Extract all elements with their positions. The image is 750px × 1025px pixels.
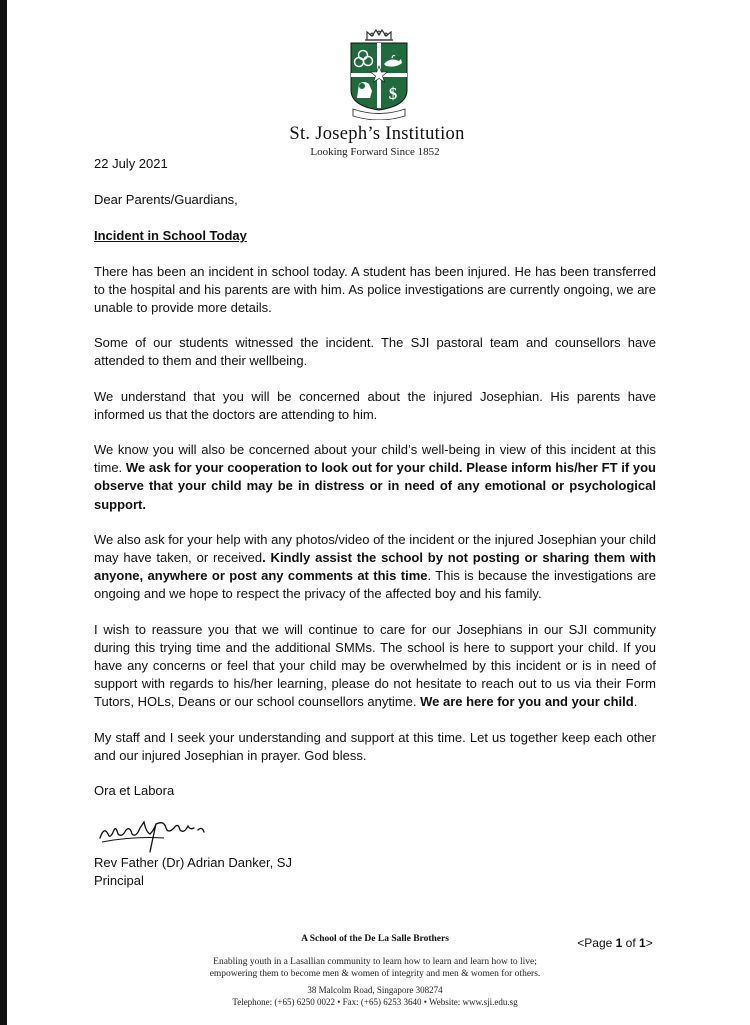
photos-request: . Kindly assist the school by not posting or sharing them with anyone, anywhere or post any comments at this time	[94, 550, 656, 584]
school-crest-logo	[343, 26, 415, 120]
signatory-title: Principal	[94, 873, 144, 889]
paragraph-prayer: My staff and I seek your understanding and support at this time. Let us together keep each other and our injured Josephian in prayer. God bless.	[94, 729, 656, 763]
page-current: 1	[615, 936, 623, 950]
footer-mission-line-2: empowering them to become men & women of integrity and men & women for others.	[209, 969, 541, 979]
page-total: 1	[639, 936, 646, 950]
page-number	[560, 936, 670, 950]
paragraph-reassurance	[94, 621, 656, 712]
footer-mission-line-1: Enabling youth in a Lasallian community to learn how to learn and learn how to live;	[213, 957, 537, 967]
paragraph-photos	[94, 531, 656, 604]
footer-address: 38 Malcolm Road, Singapore 308274	[307, 985, 443, 995]
paragraph-incident: There has been an incident in school today. A student has been injured. He has been transferred to the hospital and his parents are with him. As police investigations are currently ongoing, we are unable to provide more details.	[94, 263, 656, 316]
page-of: of	[622, 936, 640, 950]
wellbeing-text: We know you will also be concerned about your child’s well-being in view of this incident at this time.	[94, 442, 656, 476]
footer-contact: Telephone: (+65) 6250 0022 • Fax: (+65) 6253 3640 • Website: www.sji.edu.sg	[232, 997, 518, 1007]
letter-subject: Incident in School Today	[94, 228, 247, 244]
school-name: St. Joseph’s Institution	[289, 124, 465, 144]
page-prefix: <Page	[577, 936, 616, 950]
paragraph-injured-student: We understand that you will be concerned about the injured Josephian. His parents have informed us that the doctors are attending to him.	[94, 388, 656, 422]
letter-body	[94, 155, 656, 891]
handwritten-signature	[94, 808, 656, 854]
svg-text:$: $	[388, 84, 398, 103]
footer-organisation: A School of the De La Salle Brothers	[301, 934, 449, 944]
page-suffix: >	[645, 936, 653, 950]
reassurance-text: I wish to reassure you that we will continue to care for our Josephians in our SJI community during this trying time and the additional SMMs. The school is here to support your child. If you have any concerns or feel that your child may be overwhelmed by this incident or is in need of support with regards to his/her learning, please do not hesitate to reach out to us via their Form Tutors, HOLs, Deans or our school counsellors anytime.	[94, 621, 656, 710]
salutation: Dear Parents/Guardians,	[94, 192, 238, 208]
closing-motto: Ora et Labora	[94, 783, 175, 799]
signatory-name: Rev Father (Dr) Adrian Danker, SJ	[94, 855, 292, 871]
wellbeing-request: We ask for your cooperation to look out for your child. Please inform his/her FT if you observe that your child may be in distress or in need of any emotional or psychological support.	[94, 460, 656, 512]
reassurance-end: .	[633, 694, 638, 710]
photos-text: We also ask for your help with any photos/video of the incident or the injured Josephian your child may have taken, or received	[94, 531, 656, 566]
footer-mission	[160, 956, 590, 980]
paragraph-wellbeing	[94, 441, 656, 514]
reassurance-emphasis: We are here for you and your child	[420, 694, 634, 710]
photos-reason: . This is because the investigations are ongoing and we hope to respect the privacy of the affected boy and his family.	[94, 568, 656, 602]
school-tagline: Looking Forward Since 1852	[310, 146, 440, 158]
letter-date: 22 July 2021	[94, 156, 168, 171]
paragraph-witnesses: Some of our students witnessed the incident. The SJI pastoral team and counsellors have attended to them and their wellbeing.	[94, 335, 656, 369]
